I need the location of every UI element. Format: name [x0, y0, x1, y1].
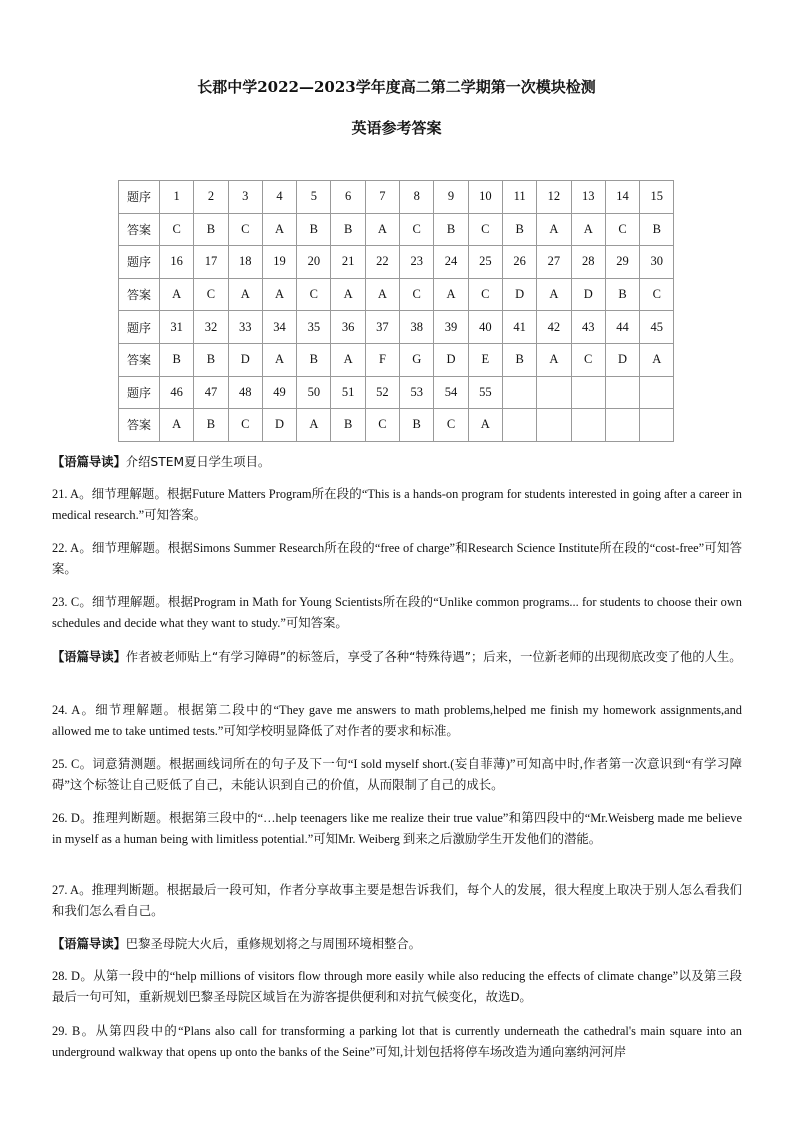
passage-guide: [52, 647, 742, 668]
question-number-cell: [640, 376, 674, 409]
question-number-cell: 33: [228, 311, 262, 344]
question-number-cell: [537, 376, 571, 409]
answer-cell: A: [537, 213, 571, 246]
question-number-cell: 50: [297, 376, 331, 409]
question-number-cell: 1: [160, 181, 194, 214]
answer-cell: [571, 409, 605, 442]
answer-cell: C: [228, 213, 262, 246]
question-number-cell: 6: [331, 181, 365, 214]
question-number-cell: 7: [365, 181, 399, 214]
question-number-cell: 25: [468, 246, 502, 279]
answer-cell: C: [468, 213, 502, 246]
question-number-cell: 37: [365, 311, 399, 344]
answer-cell: A: [262, 213, 296, 246]
answer-cell: [502, 409, 536, 442]
answer-cell: A: [160, 409, 194, 442]
question-number-cell: 10: [468, 181, 502, 214]
answer-explanation: 21. A。细节理解题。根据Future Matters Program所在段的“This is a hands-on program for students interested in going after a career in medical research.”可知答案。: [52, 487, 742, 522]
question-number-cell: 55: [468, 376, 502, 409]
row-label-questions: 题序: [119, 376, 160, 409]
question-number-cell: 26: [502, 246, 536, 279]
question-number-cell: 41: [502, 311, 536, 344]
answer-cell: B: [605, 278, 639, 311]
answer-cell: B: [400, 409, 434, 442]
question-number-cell: 36: [331, 311, 365, 344]
answer-cell: A: [331, 278, 365, 311]
answer-cell: C: [400, 278, 434, 311]
question-number-cell: 49: [262, 376, 296, 409]
answer-cell: C: [365, 409, 399, 442]
question-number-cell: 8: [400, 181, 434, 214]
answer-explanation: 29. B。从第四段中的“Plans also call for transforming a parking lot that is currently underneath the cathedral's main square into an underground walkway that opens up onto the banks of the Seine”可知,计划包括将停车场改造为通向塞纳河河岸: [52, 1024, 742, 1059]
answer-cell: F: [365, 343, 399, 376]
passage-guide-text: 巴黎圣母院大火后，重修规划将之与周围环境相整合。: [125, 937, 421, 951]
answer-cell: D: [434, 343, 468, 376]
answer-cell: E: [468, 343, 502, 376]
answer-cell: G: [400, 343, 434, 376]
answer-cell: A: [331, 343, 365, 376]
question-number-cell: 21: [331, 246, 365, 279]
row-label-questions: 题序: [119, 181, 160, 214]
answer-cell: C: [400, 213, 434, 246]
answer-cell: D: [571, 278, 605, 311]
answer-cell: B: [502, 213, 536, 246]
question-number-cell: 39: [434, 311, 468, 344]
question-number-cell: 28: [571, 246, 605, 279]
passage-guide: [52, 934, 742, 955]
answer-cell: D: [228, 343, 262, 376]
answer-cell: C: [160, 213, 194, 246]
answer-cell: A: [468, 409, 502, 442]
answer-cell: A: [160, 278, 194, 311]
row-label-questions: 题序: [119, 246, 160, 279]
table-row-questions: [119, 246, 674, 279]
answer-explanation: 28. D。从第一段中的“help millions of visitors flow through more easily while also reducing the effects of climate change”以及第三段最后一句可知，重新规划巴黎圣母院区域旨在为游客提供便利和对抗气候变化，故选D。: [52, 969, 742, 1004]
answer-cell: A: [297, 409, 331, 442]
question-number-cell: 19: [262, 246, 296, 279]
answer-cell: A: [571, 213, 605, 246]
question-number-cell: 2: [194, 181, 228, 214]
answer-cell: B: [331, 409, 365, 442]
question-number-cell: 34: [262, 311, 296, 344]
question-number-cell: 22: [365, 246, 399, 279]
answer-cell: A: [262, 343, 296, 376]
answer-explanation: 22. A。细节理解题。根据Simons Summer Research所在段的“free of charge”和Research Science Institute所在段的“cost-free”可知答案。: [52, 541, 742, 576]
answer-cell: C: [605, 213, 639, 246]
table-row-answers: [119, 213, 674, 246]
question-number-cell: 46: [160, 376, 194, 409]
answer-cell: B: [640, 213, 674, 246]
question-number-cell: 52: [365, 376, 399, 409]
question-number-cell: 42: [537, 311, 571, 344]
question-number-cell: 48: [228, 376, 262, 409]
passage-guide-text: 作者被老师贴上“有学习障碍”的标签后，享受了各种“特殊待遇”；后来，一位新老师的出现彻底改变了他的人生。: [125, 650, 742, 664]
answer-explanation: 23. C。细节理解题。根据Program in Math for Young Scientists所在段的“Unlike common programs... for students to choose their own schedules and decide what they want to study.”可知答案。: [52, 595, 742, 630]
answer-explanation: 25. C。词意猜测题。根据画线词所在的句子及下一句“I sold myself short.(妄自菲薄)”可知高中时,作者第一次意识到“有学习障碍”这个标签让自己贬低了自己，未能认识到自己的价值，从而限制了自己的成长。: [52, 757, 742, 792]
table-row-answers: [119, 409, 674, 442]
row-label-answers: 答案: [119, 278, 160, 311]
answer-table: [118, 180, 674, 442]
question-number-cell: 40: [468, 311, 502, 344]
row-label-questions: 题序: [119, 311, 160, 344]
question-number-cell: 9: [434, 181, 468, 214]
page-title: 长郡中学2022—2023学年度高二第二学期第一次模块检测: [197, 78, 596, 96]
answer-cell: A: [434, 278, 468, 311]
question-number-cell: 20: [297, 246, 331, 279]
question-number-cell: 31: [160, 311, 194, 344]
answer-cell: A: [365, 278, 399, 311]
answer-cell: B: [502, 343, 536, 376]
question-number-cell: 11: [502, 181, 536, 214]
question-number-cell: 17: [194, 246, 228, 279]
answer-cell: A: [640, 343, 674, 376]
answer-cell: A: [262, 278, 296, 311]
question-number-cell: 47: [194, 376, 228, 409]
question-number-cell: 15: [640, 181, 674, 214]
question-number-cell: 54: [434, 376, 468, 409]
question-number-cell: 53: [400, 376, 434, 409]
row-label-answers: 答案: [119, 213, 160, 246]
answer-cell: A: [537, 278, 571, 311]
answer-cell: B: [297, 343, 331, 376]
answer-cell: A: [228, 278, 262, 311]
answer-cell: D: [502, 278, 536, 311]
table-row-answers: [119, 278, 674, 311]
question-number-cell: 43: [571, 311, 605, 344]
question-number-cell: 32: [194, 311, 228, 344]
question-number-cell: 13: [571, 181, 605, 214]
question-number-cell: 35: [297, 311, 331, 344]
question-number-cell: 16: [160, 246, 194, 279]
passage-guide-text: 介绍STEM夏日学生项目。: [125, 455, 271, 469]
answer-cell: C: [571, 343, 605, 376]
question-number-cell: 5: [297, 181, 331, 214]
page-subtitle: 英语参考答案: [351, 119, 442, 137]
passage-guide-label: 【语篇导读】: [52, 650, 126, 664]
question-number-cell: 45: [640, 311, 674, 344]
question-number-cell: 23: [400, 246, 434, 279]
answer-cell: A: [365, 213, 399, 246]
answer-cell: C: [468, 278, 502, 311]
passage-guide: [52, 452, 742, 473]
question-number-cell: 29: [605, 246, 639, 279]
question-number-cell: 51: [331, 376, 365, 409]
answer-cell: C: [194, 278, 228, 311]
question-number-cell: 30: [640, 246, 674, 279]
passage-guide-label: 【语篇导读】: [52, 937, 126, 951]
answer-cell: D: [262, 409, 296, 442]
answer-cell: C: [297, 278, 331, 311]
answer-cell: C: [434, 409, 468, 442]
answer-cell: B: [160, 343, 194, 376]
table-row-questions: [119, 376, 674, 409]
answer-cell: [537, 409, 571, 442]
answer-cell: C: [640, 278, 674, 311]
question-number-cell: 12: [537, 181, 571, 214]
answer-explanation: 27. A。推理判断题。根据最后一段可知，作者分享故事主要是想告诉我们，每个人的发展，很大程度上取决于别人怎么看我们和我们怎么看自己。: [52, 883, 742, 918]
question-number-cell: 3: [228, 181, 262, 214]
question-number-cell: 14: [605, 181, 639, 214]
row-label-answers: 答案: [119, 343, 160, 376]
table-row-questions: [119, 181, 674, 214]
question-number-cell: 44: [605, 311, 639, 344]
question-number-cell: 24: [434, 246, 468, 279]
answer-cell: A: [537, 343, 571, 376]
answer-explanation: 24. A。细节理解题。根据第二段中的“They gave me answers to math problems,helped me finish my homework assignments,and allowed me to take untimed tests.”可知学校明显降低了对作者的要求和标准。: [52, 703, 742, 738]
answer-cell: [605, 409, 639, 442]
answer-cell: B: [297, 213, 331, 246]
question-number-cell: [571, 376, 605, 409]
question-number-cell: 38: [400, 311, 434, 344]
answer-cell: B: [194, 213, 228, 246]
table-row-questions: [119, 311, 674, 344]
answer-cell: C: [228, 409, 262, 442]
question-number-cell: [502, 376, 536, 409]
question-number-cell: [605, 376, 639, 409]
answer-cell: B: [434, 213, 468, 246]
answer-cell: B: [194, 343, 228, 376]
answer-cell: D: [605, 343, 639, 376]
question-number-cell: 4: [262, 181, 296, 214]
answer-explanation: 26. D。推理判断题。根据第三段中的“…help teenagers like me realize their true value”和第四段中的“Mr.Weisberg made me believe in myself as a human being with limitless potential.”可知Mr. Weiberg 到来之后激励学生开发他们的潜能。: [52, 811, 742, 846]
question-number-cell: 27: [537, 246, 571, 279]
question-number-cell: 18: [228, 246, 262, 279]
answer-cell: B: [194, 409, 228, 442]
answer-cell: B: [331, 213, 365, 246]
table-row-answers: [119, 343, 674, 376]
row-label-answers: 答案: [119, 409, 160, 442]
passage-guide-label: 【语篇导读】: [52, 455, 126, 469]
answer-cell: [640, 409, 674, 442]
